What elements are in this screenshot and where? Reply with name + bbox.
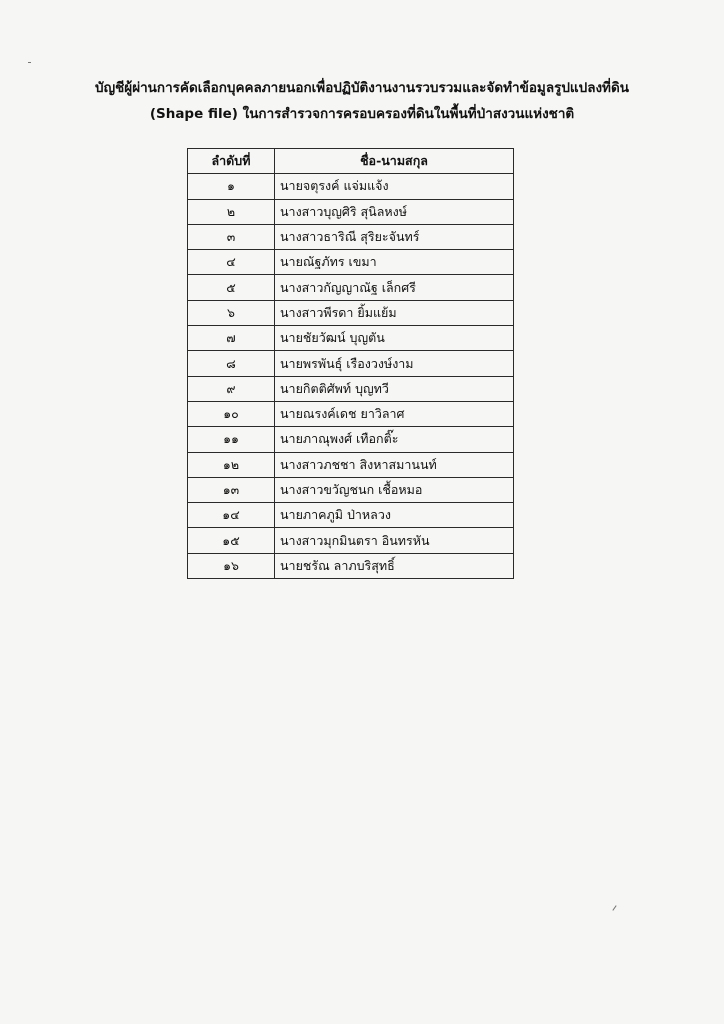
row-full-name: นายกิตติศัพท์ บุญทวี xyxy=(275,376,514,401)
table-row xyxy=(188,199,514,224)
table-row xyxy=(188,401,514,426)
row-number: ๑๖ xyxy=(188,553,275,578)
row-full-name: นางสาวขวัญชนก เชื้อหมอ xyxy=(275,477,514,502)
row-number: ๑ xyxy=(188,174,275,199)
table-row xyxy=(188,174,514,199)
row-full-name: นางสาวบุญศิริ สุนิลหงษ์ xyxy=(275,199,514,224)
row-number: ๑๔ xyxy=(188,503,275,528)
row-number: ๑๒ xyxy=(188,452,275,477)
row-full-name: นายชรัณ ลาภบริสุทธิ์ xyxy=(275,553,514,578)
row-full-name: นางสาวกัญญาณัฐ เล็กศรี xyxy=(275,275,514,300)
document-title: บัญชีผู้ผ่านการคัดเลือกบุคคลภายนอกเพื่อปฏิบัติงานงานรวบรวมและจัดทำข้อมูลรูปแปลงที่ดิน xyxy=(95,80,629,96)
table-header-row xyxy=(188,149,514,174)
row-full-name: นายจตุรงค์ แจ่มแจ้ง xyxy=(275,174,514,199)
row-full-name: นายณรงค์เดช ยาวิลาศ xyxy=(275,401,514,426)
row-number: ๓ xyxy=(188,224,275,249)
row-full-name: นายชัยวัฒน์ บุญตัน xyxy=(275,326,514,351)
row-number: ๑๐ xyxy=(188,401,275,426)
row-full-name: นายภาคภูมิ ป่าหลวง xyxy=(275,503,514,528)
document-subtitle: (Shape file) ในการสำรวจการครอบครองที่ดินในพื้นที่ป่าสงวนแห่งชาติ xyxy=(149,106,575,122)
row-number: ๑๕ xyxy=(188,528,275,553)
row-number: ๘ xyxy=(188,351,275,376)
names-table xyxy=(187,148,514,579)
row-full-name: นายภาณุพงศ์ เทือกติ๊ะ xyxy=(275,427,514,452)
row-full-name: นายพรพันธุ์ เรืองวงษ์งาม xyxy=(275,351,514,376)
table-row xyxy=(188,250,514,275)
table-row xyxy=(188,376,514,401)
table-row xyxy=(188,452,514,477)
row-full-name: นายณัฐภัทร เขมา xyxy=(275,250,514,275)
table-row xyxy=(188,553,514,578)
row-number: ๒ xyxy=(188,199,275,224)
table-row xyxy=(188,351,514,376)
table-row xyxy=(188,300,514,325)
table-body xyxy=(188,174,514,579)
row-full-name: นางสาวภชชา สิงหาสมานนท์ xyxy=(275,452,514,477)
scan-speck xyxy=(612,905,616,910)
row-number: ๗ xyxy=(188,326,275,351)
row-number: ๔ xyxy=(188,250,275,275)
row-number: ๖ xyxy=(188,300,275,325)
table-row xyxy=(188,224,514,249)
row-number: ๑๓ xyxy=(188,477,275,502)
column-header-name: ชื่อ-นามสกุล xyxy=(275,149,514,174)
row-number: ๑๑ xyxy=(188,427,275,452)
table-row xyxy=(188,427,514,452)
table-row xyxy=(188,477,514,502)
row-number: ๕ xyxy=(188,275,275,300)
table-row xyxy=(188,275,514,300)
row-full-name: นางสาวพีรดา ยิ้มแย้ม xyxy=(275,300,514,325)
scan-speck xyxy=(28,62,31,63)
table-row xyxy=(188,503,514,528)
row-full-name: นางสาวมุกมินตรา อินทรหัน xyxy=(275,528,514,553)
table-row xyxy=(188,326,514,351)
column-header-no: ลำดับที่ xyxy=(188,149,275,174)
row-number: ๙ xyxy=(188,376,275,401)
row-full-name: นางสาวธาริณี สุริยะจันทร์ xyxy=(275,224,514,249)
table-row xyxy=(188,528,514,553)
